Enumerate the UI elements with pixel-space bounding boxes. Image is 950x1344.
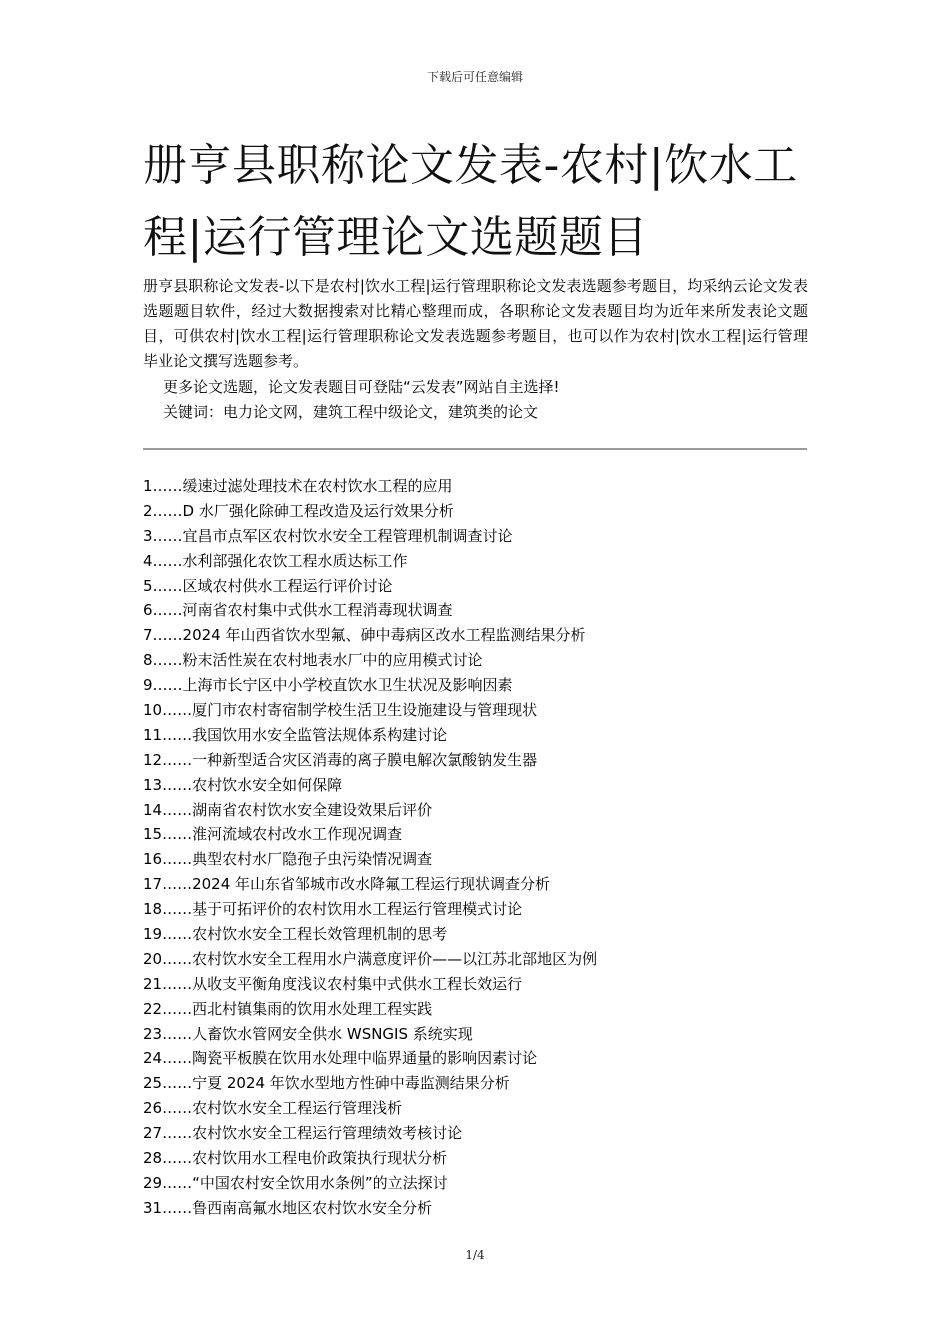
list-item: 4……水利部强化农饮工程水质达标工作	[143, 551, 408, 570]
list-item: 22……西北村镇集雨的饮用水处理工程实践	[143, 999, 433, 1018]
list-item: 24……陶瓷平板膜在饮用水处理中临界通量的影响因素讨论	[143, 1049, 538, 1068]
keywords-line: 关键词：电力论文网，建筑工程中级论文，建筑类的论文	[163, 403, 539, 421]
list-item: 20……农村饮水安全工程用水户满意度评价——以江苏北部地区为例	[143, 949, 598, 968]
list-item: 11……我国饮用水安全监管法规体系构建讨论	[143, 725, 448, 744]
intro-paragraph: 册亨县职称论文发表-以下是农村|饮水工程|运行管理职称论文发表选题参考题目，均采纳云论文发表选题题目软件，经过大数据搜索对比精心整理而成，各职称论文发表题目均为近年来所发表论文题目，可供农村|饮水工程|运行管理职称论文发表选题参考题目，也可以作为农村|饮水工程|运行管理毕业论文撰写选题参考。	[143, 277, 808, 370]
section-divider	[143, 448, 807, 450]
list-item: 17……2024 年山东省邹城市改水降氟工程运行现状调查分析	[143, 875, 551, 894]
list-item: 15……淮河流域农村改水工作现况调查	[143, 825, 403, 844]
document-title: 册亨县职称论文发表-农村|饮水工程|运行管理论文选题题目	[143, 140, 798, 263]
list-item: 21……从收支平衡角度浅议农村集中式供水工程长效运行	[143, 974, 523, 993]
list-item: 31……鲁西南高氟水地区农村饮水安全分析	[143, 1198, 433, 1217]
list-item: 18……基于可拓评价的农村饮用水工程运行管理模式讨论	[143, 900, 523, 919]
list-item: 10……厦门市农村寄宿制学校生活卫生设施建设与管理现状	[143, 701, 538, 720]
list-item: 3……宜昌市点军区农村饮水安全工程管理机制调查讨论	[143, 526, 513, 545]
topic-list	[143, 474, 813, 1221]
list-item: 29……“中国农村安全饮用水条例”的立法探讨	[143, 1173, 448, 1192]
list-item: 14……湖南省农村饮水安全建设效果后评价	[143, 800, 433, 819]
list-item: 8……粉末活性炭在农村地表水厂中的应用模式讨论	[143, 651, 483, 670]
list-item: 27……农村饮水安全工程运行管理绩效考核讨论	[143, 1124, 463, 1143]
list-item: 5……区域农村供水工程运行评价讨论	[143, 576, 393, 595]
list-item: 7……2024 年山西省饮水型氟、砷中毒病区改水工程监测结果分析	[143, 626, 586, 645]
list-item: 9……上海市长宁区中小学校直饮水卫生状况及影响因素	[143, 676, 513, 695]
list-item: 16……典型农村水厂隐孢子虫污染情况调查	[143, 850, 433, 869]
more-topics-note: 更多论文选题，论文发表题目可登陆“云发表”网站自主选择!	[163, 378, 560, 396]
list-item: 25……宁夏 2024 年饮水型地方性砷中毒监测结果分析	[143, 1074, 510, 1093]
list-item: 28……农村饮用水工程电价政策执行现状分析	[143, 1149, 448, 1168]
list-item: 26……农村饮水安全工程运行管理浅析	[143, 1099, 403, 1118]
list-item: 2……D 水厂强化除砷工程改造及运行效果分析	[143, 501, 454, 520]
list-item: 12……一种新型适合灾区消毒的离子膜电解次氯酸钠发生器	[143, 750, 538, 769]
list-item: 1……缓速过滤处理技术在农村饮水工程的应用	[143, 477, 453, 495]
list-item: 13……农村饮水安全如何保障	[143, 775, 343, 794]
list-item: 23……人畜饮水管网安全供水 WSNGIS 系统实现	[143, 1024, 473, 1043]
list-item: 6……河南省农村集中式供水工程消毒现状调查	[143, 601, 453, 620]
header-note: 下载后可任意编辑	[426, 70, 523, 84]
list-item: 19……农村饮水安全工程长效管理机制的思考	[143, 925, 448, 944]
page-number: 1/4	[465, 1248, 485, 1262]
